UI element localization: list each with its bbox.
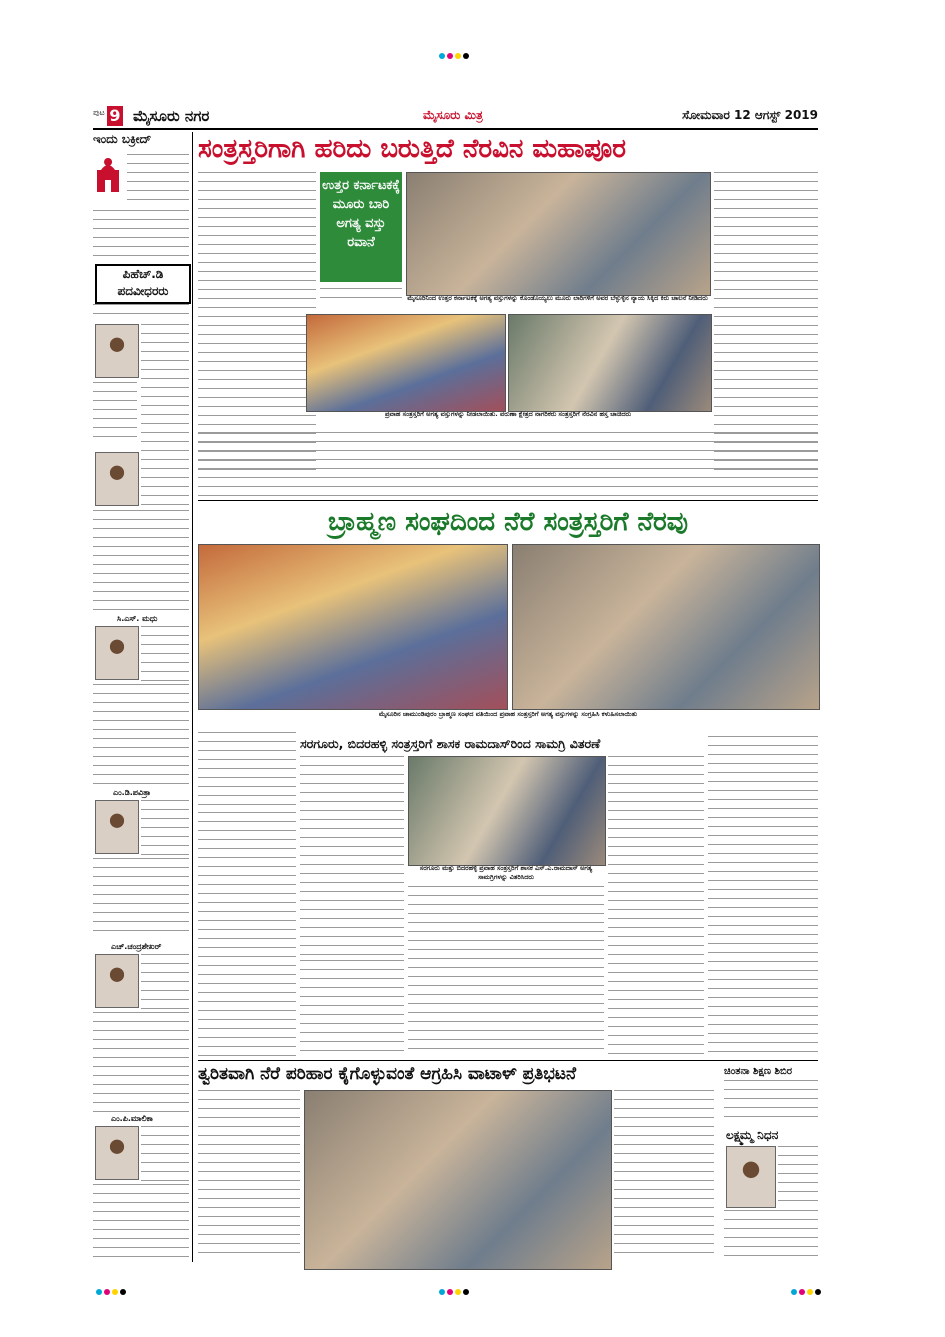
phd-photo-2 [95, 452, 139, 506]
story3-col4 [408, 886, 604, 1056]
story2-top-rule [198, 500, 818, 501]
obituary-photo [726, 1146, 776, 1208]
name-2: ಎಂ.ಡಿ.ಪವಿತ್ರಾ [113, 788, 151, 797]
story2-headline: ಬ್ರಾಹ್ಮಣ ಸಂಘದಿಂದ ನೆರೆ ಸಂತ್ರಸ್ತರಿಗೆ ನೆರವು [327, 507, 688, 537]
phd-text-2b [93, 510, 189, 610]
phd-text-5b [93, 1012, 189, 1112]
name-4: ಎಂ.ಪಿ.ಮಾಲಿಕಾ [111, 1114, 153, 1123]
story1-col2 [320, 288, 402, 302]
issue-date: ಸೋಮವಾರ 12 ಆಗಸ್ಟ್ 2019 [682, 108, 818, 122]
name-3: ಎಚ್.ಚಂದ್ರಶೇಖರ್ [111, 942, 162, 951]
phd-text-4 [141, 800, 189, 856]
story4-col2 [614, 1090, 714, 1260]
phd-intro [93, 304, 189, 320]
story1-photo-trucks [406, 172, 711, 296]
phd-text-4b [93, 858, 189, 938]
phd-photo-1 [95, 324, 139, 378]
name-1: ಸಿ.ಎಸ್. ಮಧು [117, 614, 158, 623]
story1-bottom-text [198, 432, 818, 496]
story2-caption: ಮೈಸೂರಿನ ಚಾಮುಂಡಿಪುರಂ ಬ್ರಾಹ್ಮಣ ಸಂಘದ ವತಿಯಿಂದ ಪ್ರವಾಹ ಸಂತ್ರಸ್ತರಿಗೆ ಅಗತ್ಯ ವಸ್ತುಗಳನ್ನು ಸಂಗ್ರಹಿಸಿ ಕಳುಹಿಸಲಾಯಿತು [378, 710, 638, 718]
story1-caption-1: ಮೈಸೂರಿನಿಂದ ಉತ್ತರ ಕರ್ನಾಟಕಕ್ಕೆ ಅಗತ್ಯ ವಸ್ತುಗಳನ್ನು ಕೊಂಡೊಯ್ಯಲು ಮೂರು ಲಾರಿಗಳಿಗೆ ಅವರ ಬೆಳ್ಳುಳ್ಳಿನ ನ್ಯಾಯ ಸಿಕ್ಕಿದ ಕಿರು ಚಾಲನೆ ನೀಡಿದರು [407, 294, 708, 302]
paper-name: ಮೈಸೂರು ಮಿತ್ರ [423, 108, 483, 122]
masthead [93, 106, 818, 130]
story3-col2 [300, 756, 404, 956]
obituary-text-2 [724, 1210, 818, 1260]
bakrid-text-2 [93, 210, 189, 260]
story3-headline: ಸರಗೂರು, ಬಿದರಹಳ್ಳಿ ಸಂತ್ರಸ್ತರಿಗೆ ಶಾಸಕ ರಾಮದಾಸ್‌ರಿಂದ ಸಾಮಗ್ರಿ ವಿತರಣೆ [300, 736, 601, 751]
obituary-text [778, 1146, 818, 1206]
story4-photo-protest [304, 1090, 612, 1270]
bakrid-text [127, 154, 189, 206]
phd-text-1b [93, 382, 137, 442]
page-number: 9 [107, 106, 123, 126]
story2-col1 [198, 732, 296, 808]
story3-caption: ಸರಗೂರು ಮತ್ತು ಬಿದರಹಳ್ಳಿ ಪ್ರವಾಹ ಸಂತ್ರಸ್ತರಿಗೆ ಶಾಸಕ ಎಸ್.ಎ.ರಾಮದಾಸ್ ಅಗತ್ಯ ಸಾಮಗ್ರಿಗಳನ್ನು ವಿತರಿಸಿದರು [419, 864, 593, 881]
story1-caption-2: ಪ್ರವಾಹ ಸಂತ್ರಸ್ತರಿಗೆ ಅಗತ್ಯ ವಸ್ತುಗಳನ್ನು ನೀಡಲಾಯಿತು. ವರುಣಾ ಕ್ಷೇತ್ರದ ನಾಗರಿಕರು ಸಂತ್ರಸ್ತರಿಗೆ ನೆರವಿನ ಹಸ್ತ ಚಾಚಿದರು [384, 410, 632, 418]
story3-col3 [608, 756, 704, 1056]
phd-text-1 [141, 324, 189, 444]
left-column [93, 132, 189, 1272]
phd-photo-4 [95, 800, 139, 854]
story1-col3 [714, 172, 818, 472]
story3-photo [408, 756, 606, 866]
story1-headline: ಸಂತ್ರಸ್ತರಿಗಾಗಿ ಹರಿದು ಬರುತ್ತಿದೆ ನೆರವಿನ ಮಹಾಪೂರ [198, 134, 627, 164]
phd-photo-6 [95, 1126, 139, 1180]
phd-photo-5 [95, 954, 139, 1008]
phd-text-3b [93, 684, 189, 784]
story2-photo-2 [512, 544, 820, 710]
phd-text-5 [141, 954, 189, 1010]
story4-col1 [198, 1090, 300, 1260]
obituary-title: ಲಕ್ಷ್ಮಮ್ಮ ನಿಧನ [726, 1128, 779, 1142]
story1-col1 [198, 172, 316, 472]
registration-marks-bottom-left [95, 1280, 127, 1299]
story4-headline: ತ್ವರಿತವಾಗಿ ನೆರೆ ಪರಿಹಾರ ಕೈಗೊಳ್ಳುವಂತೆ ಆಗ್ರಹಿಸಿ ವಾಟಾಳ್ ಪ್ರತಿಭಟನೆ [198, 1064, 577, 1084]
story3-col2b [300, 960, 404, 1056]
story4-top-rule [198, 1060, 818, 1061]
camp-title: ಚಿಂತನಾ ಶಿಕ್ಷಣ ಶಿಬಿರ [724, 1066, 792, 1077]
section-title: ಮೈಸೂರು ನಗರ [133, 107, 210, 125]
phd-title: ಪಿಹೆಚ್.ಡಿ ಪದವೀಧರರು [95, 264, 191, 304]
registration-marks-bottom-center [438, 1280, 470, 1299]
page-label: ಪುಟ [93, 108, 105, 117]
phd-text-3 [141, 626, 189, 682]
phd-text-6b [93, 1184, 189, 1264]
registration-marks-top [438, 44, 470, 63]
story3-col1 [198, 812, 296, 1058]
story3-col5 [708, 736, 818, 1056]
camp-text [724, 1080, 818, 1124]
story1-green-box-text: ಉತ್ತರ ಕರ್ನಾಟಕಕ್ಕೆ ಮೂರು ಬಾರಿ ಅಗತ್ಯ ವಸ್ತು ರವಾನೆ [322, 178, 400, 250]
phd-text-2 [141, 450, 189, 506]
column-divider-left [192, 132, 193, 1262]
phd-photo-3 [95, 626, 139, 680]
registration-marks-bottom-right [790, 1280, 822, 1299]
phd-text-6 [141, 1126, 189, 1182]
bakrid-title: ಇಂದು ಬಕ್ರೀದ್ [93, 132, 152, 146]
story1-photo-volunteers [306, 314, 506, 412]
mosque-icon [93, 154, 123, 194]
story2-photo-1 [198, 544, 508, 710]
story1-photo-goods [508, 314, 712, 412]
